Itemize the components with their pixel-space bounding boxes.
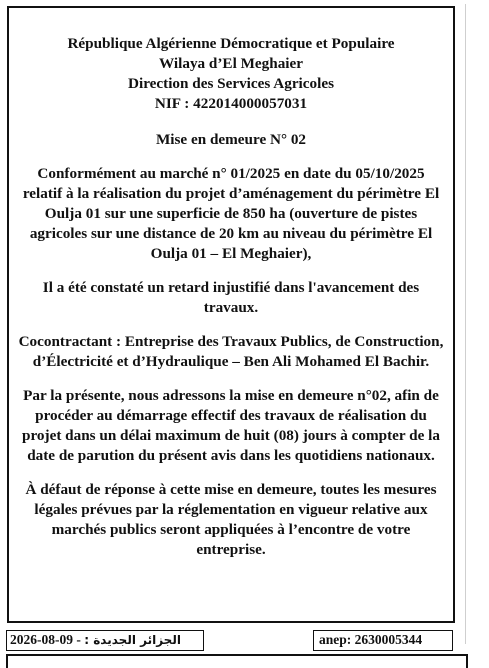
paragraph-market: Conformément au marché n° 01/2025 en date du 05/10/2025 relatif à la réalisation du projet d’aménagement du périmètre El Oulja 01 sur une superficie de 850 ha (ouverture de pistes agricoles sur une distance de 20 km au niveau du périmètre El Oulja 01 – El Meghaier),: [22, 165, 440, 262]
date-separator: -: [73, 632, 85, 647]
notice-box: [7, 6, 455, 623]
paragraph-contractor: Cocontractant : Entreprise des Travaux Publics, de Construction, d’Électricité et d’Hydraulique – Ben Ali Mohamed El Bachir.: [18, 333, 444, 370]
anep-reference: anep: 2630005344: [319, 632, 423, 647]
paragraph-delay: Il a été constaté un retard injustifié dans l'avancement des travaux.: [42, 279, 420, 316]
publication-date-bar: [6, 630, 204, 651]
paragraph-warning: À défaut de réponse à cette mise en demeure, toutes les mesures légales prévues par la réglementation en vigueur relative aux marchés publics seront appliquées à l’encontre de votre entreprise.: [25, 481, 437, 558]
newspaper-name: الجزائر الجديدة :: [84, 633, 181, 647]
notice-content: [18, 34, 444, 560]
next-notice-border: [6, 654, 468, 668]
header-direction: Direction des Services Agricoles: [128, 75, 334, 92]
paragraph-notice: Par la présente, nous adressons la mise en demeure n°02, afin de procéder au démarrage effectif des travaux de réalisation du projet dans un délai maximum de huit (08) jours à compter de la date de parution du présent avis dans les quotidiens nationaux.: [22, 387, 440, 464]
header-nif: NIF : 422014000057031: [154, 95, 308, 112]
page-edge-rule: [465, 4, 466, 644]
publication-date: 2026-08-09: [10, 632, 73, 647]
header-republic: République Algérienne Démocratique et Populaire: [67, 35, 395, 52]
notice-title: Mise en demeure N° 02: [155, 131, 307, 148]
header-wilaya: Wilaya d’El Meghaier: [159, 55, 303, 72]
anep-reference-bar: [313, 630, 453, 651]
